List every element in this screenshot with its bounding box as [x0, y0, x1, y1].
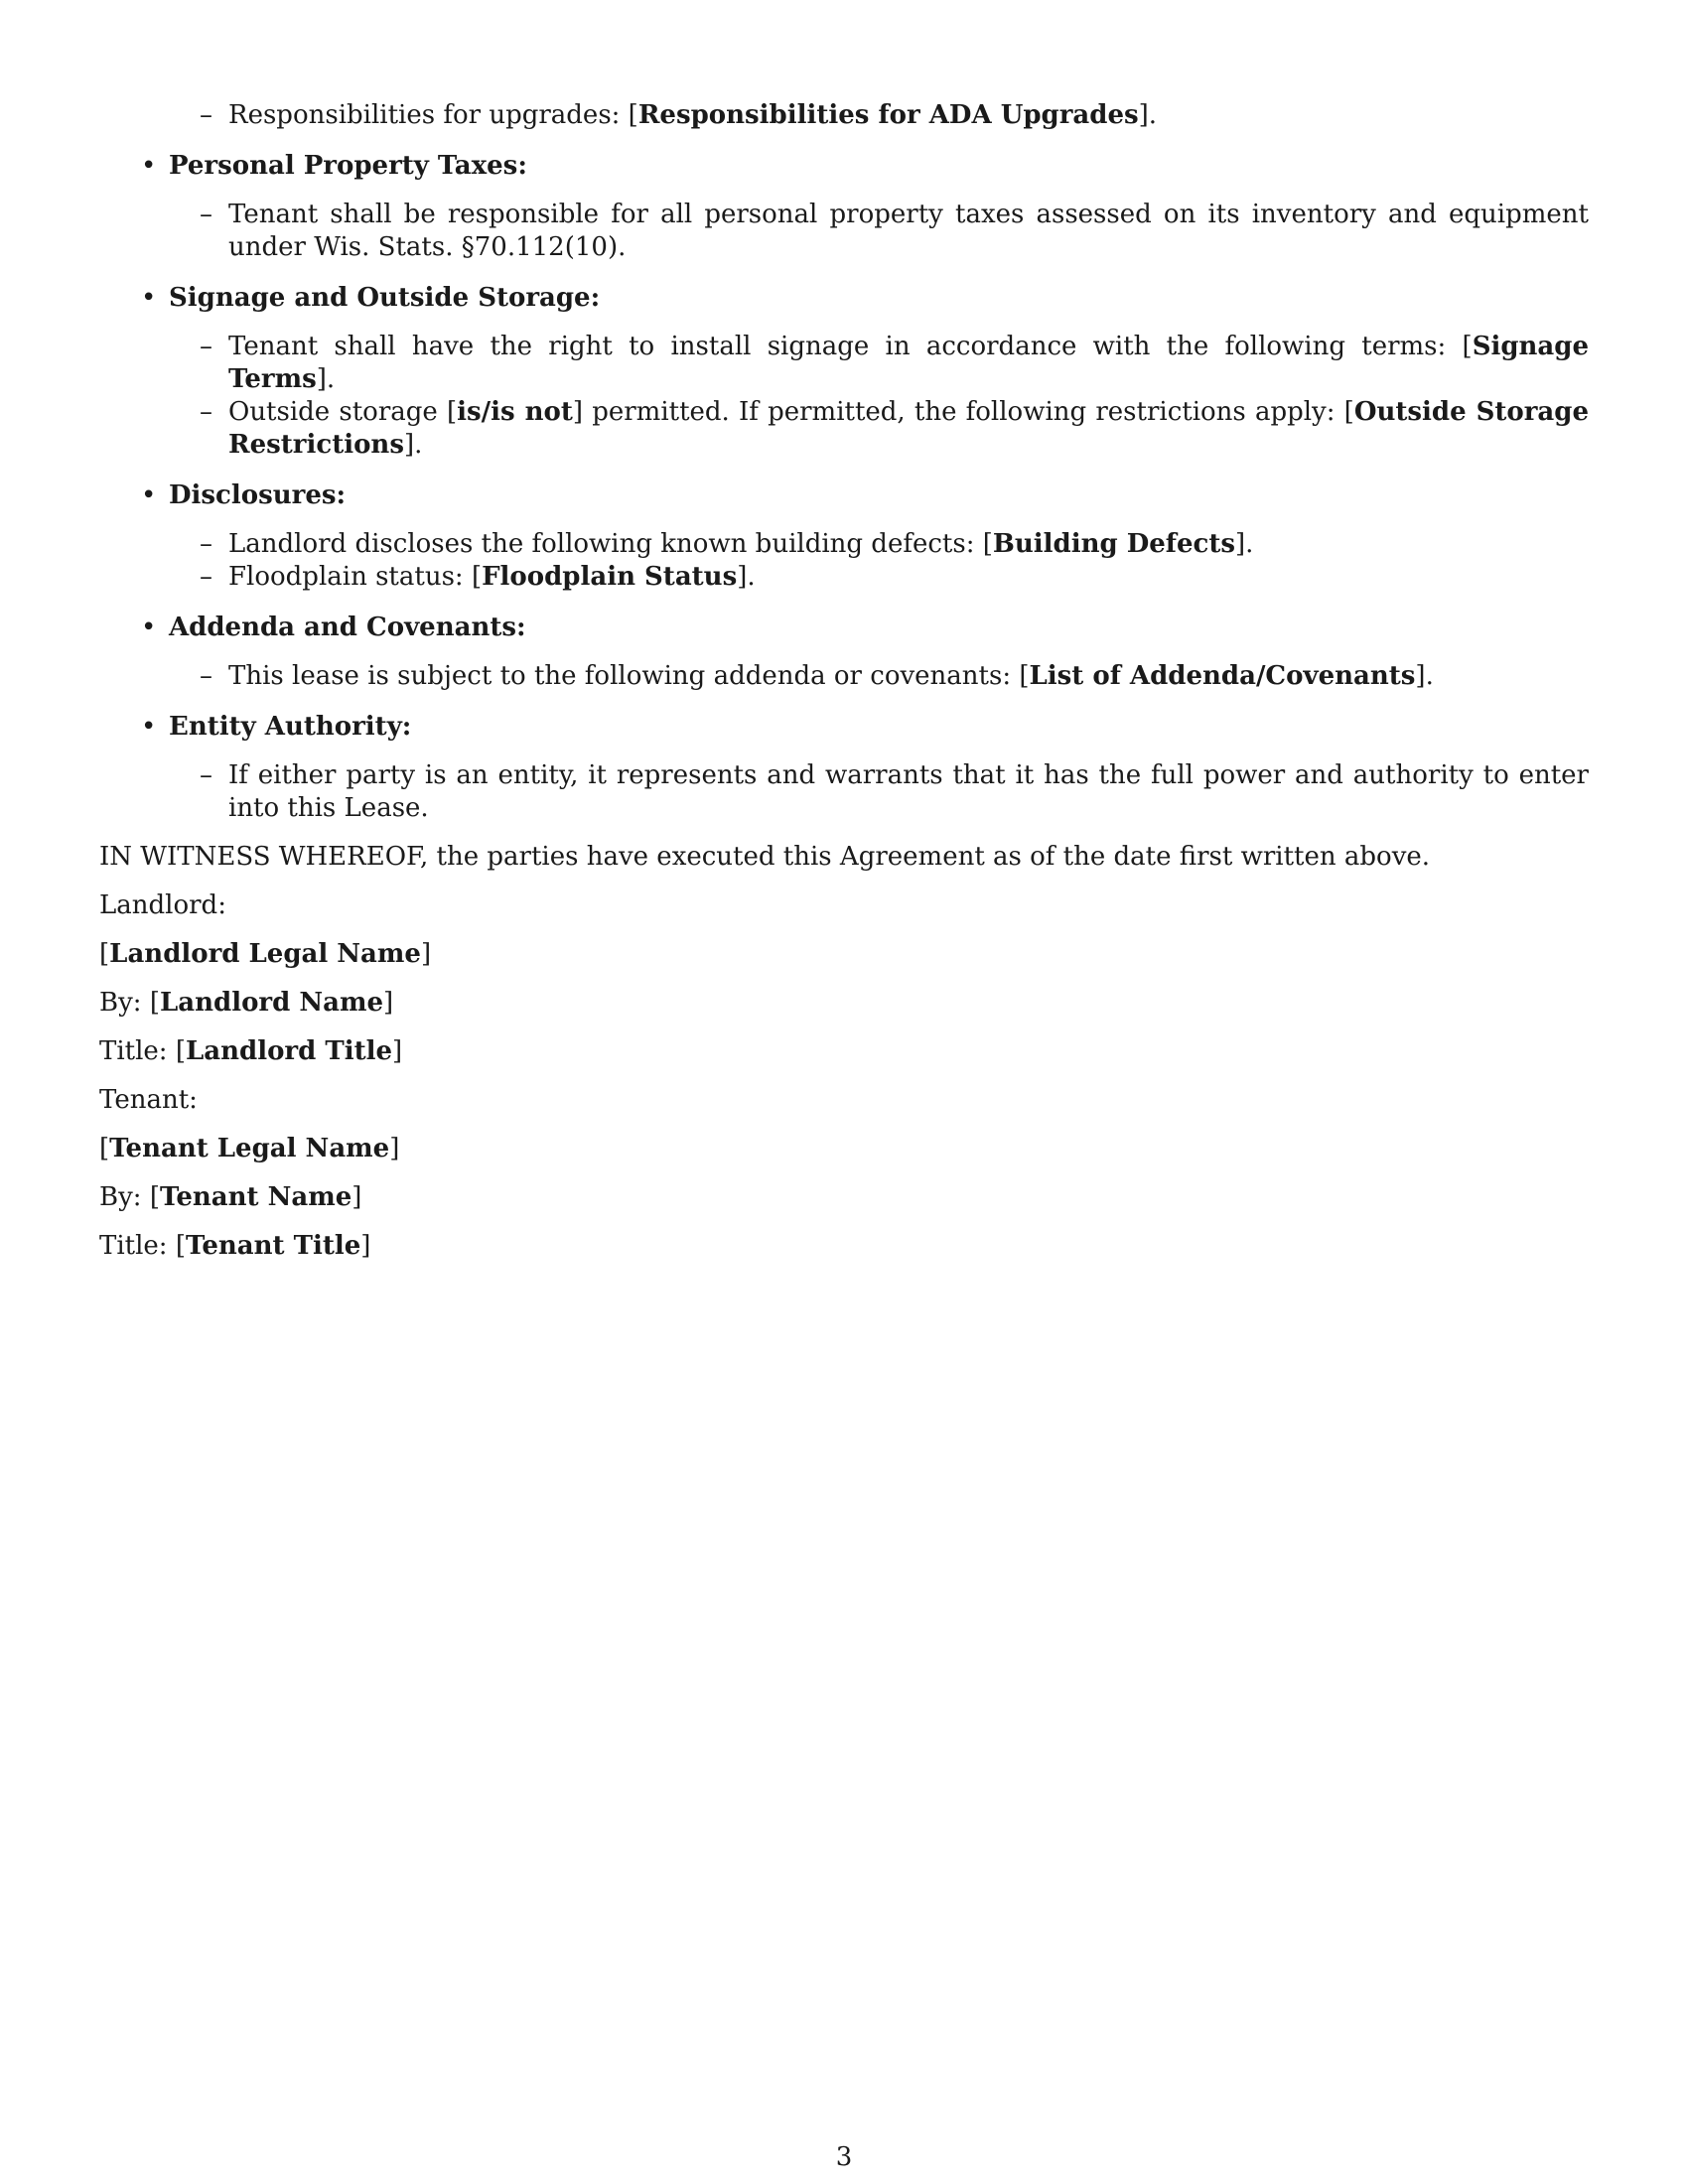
section-personal-property-taxes [99, 150, 1589, 264]
bullet-marker: • [141, 712, 157, 742]
tenant-label: Tenant: [99, 1085, 198, 1115]
section-heading: Disclosures: [169, 480, 347, 510]
section-entity-authority [99, 711, 1589, 825]
document-page [99, 99, 1589, 1263]
list-item: – Tenant shall have the right to install signage in accordance with the following terms: [Signage Terms]. [200, 332, 1589, 394]
landlord-by-line: By: [Landlord Name] [99, 988, 394, 1018]
landlord-label: Landlord: [99, 890, 226, 920]
section-heading: Signage and Outside Storage: [169, 283, 601, 313]
page-number: 3 [835, 2142, 853, 2172]
section-addenda [99, 612, 1589, 693]
list-item: – This lease is subject to the following addenda or covenants: [List of Addenda/Covenants]. [200, 661, 1434, 691]
list-item: – Tenant shall be responsible for all personal property taxes assessed on its inventory and equipment under Wis. Stats. §70.112(10). [200, 200, 1589, 262]
dash-marker: – [200, 332, 212, 361]
dash-marker: – [200, 200, 212, 229]
tenant-title-line: Title: [Tenant Title] [99, 1231, 371, 1261]
dash-marker: – [200, 100, 212, 130]
section-heading: Personal Property Taxes: [169, 151, 527, 181]
list-item: – Outside storage [is/is not] permitted. If permitted, the following restrictions apply: [Outside Storage Restrictions]. [200, 397, 1589, 460]
section-signage [99, 282, 1589, 462]
ada-upgrades-item: – Responsibilities for upgrades: [Responsibilities for ADA Upgrades]. [200, 100, 1158, 130]
landlord-title-line: Title: [Landlord Title] [99, 1036, 403, 1066]
bullet-marker: • [141, 151, 157, 181]
landlord-legal-name: [Landlord Legal Name] [99, 939, 432, 969]
list-item: – Landlord discloses the following known building defects: [Building Defects]. [200, 529, 1254, 559]
dash-marker: – [200, 529, 212, 559]
list-item: – If either party is an entity, it represents and warrants that it has the full power and authority to enter into this Lease. [200, 760, 1589, 823]
bullet-marker: • [141, 480, 157, 510]
dash-marker: – [200, 397, 212, 427]
dash-marker: – [200, 562, 212, 592]
section-heading: Entity Authority: [169, 712, 412, 742]
section-heading: Addenda and Covenants: [169, 613, 526, 642]
bullet-marker: • [141, 283, 157, 313]
witness-statement: IN WITNESS WHEREOF, the parties have executed this Agreement as of the date first written above. [99, 842, 1431, 872]
bullet-marker: • [141, 613, 157, 642]
tenant-legal-name: [Tenant Legal Name] [99, 1134, 400, 1163]
dash-marker: – [200, 760, 212, 790]
dash-marker: – [200, 661, 212, 691]
list-item: – Floodplain status: [Floodplain Status]. [200, 562, 756, 592]
section-disclosures [99, 479, 1589, 594]
tenant-by-line: By: [Tenant Name] [99, 1182, 362, 1212]
